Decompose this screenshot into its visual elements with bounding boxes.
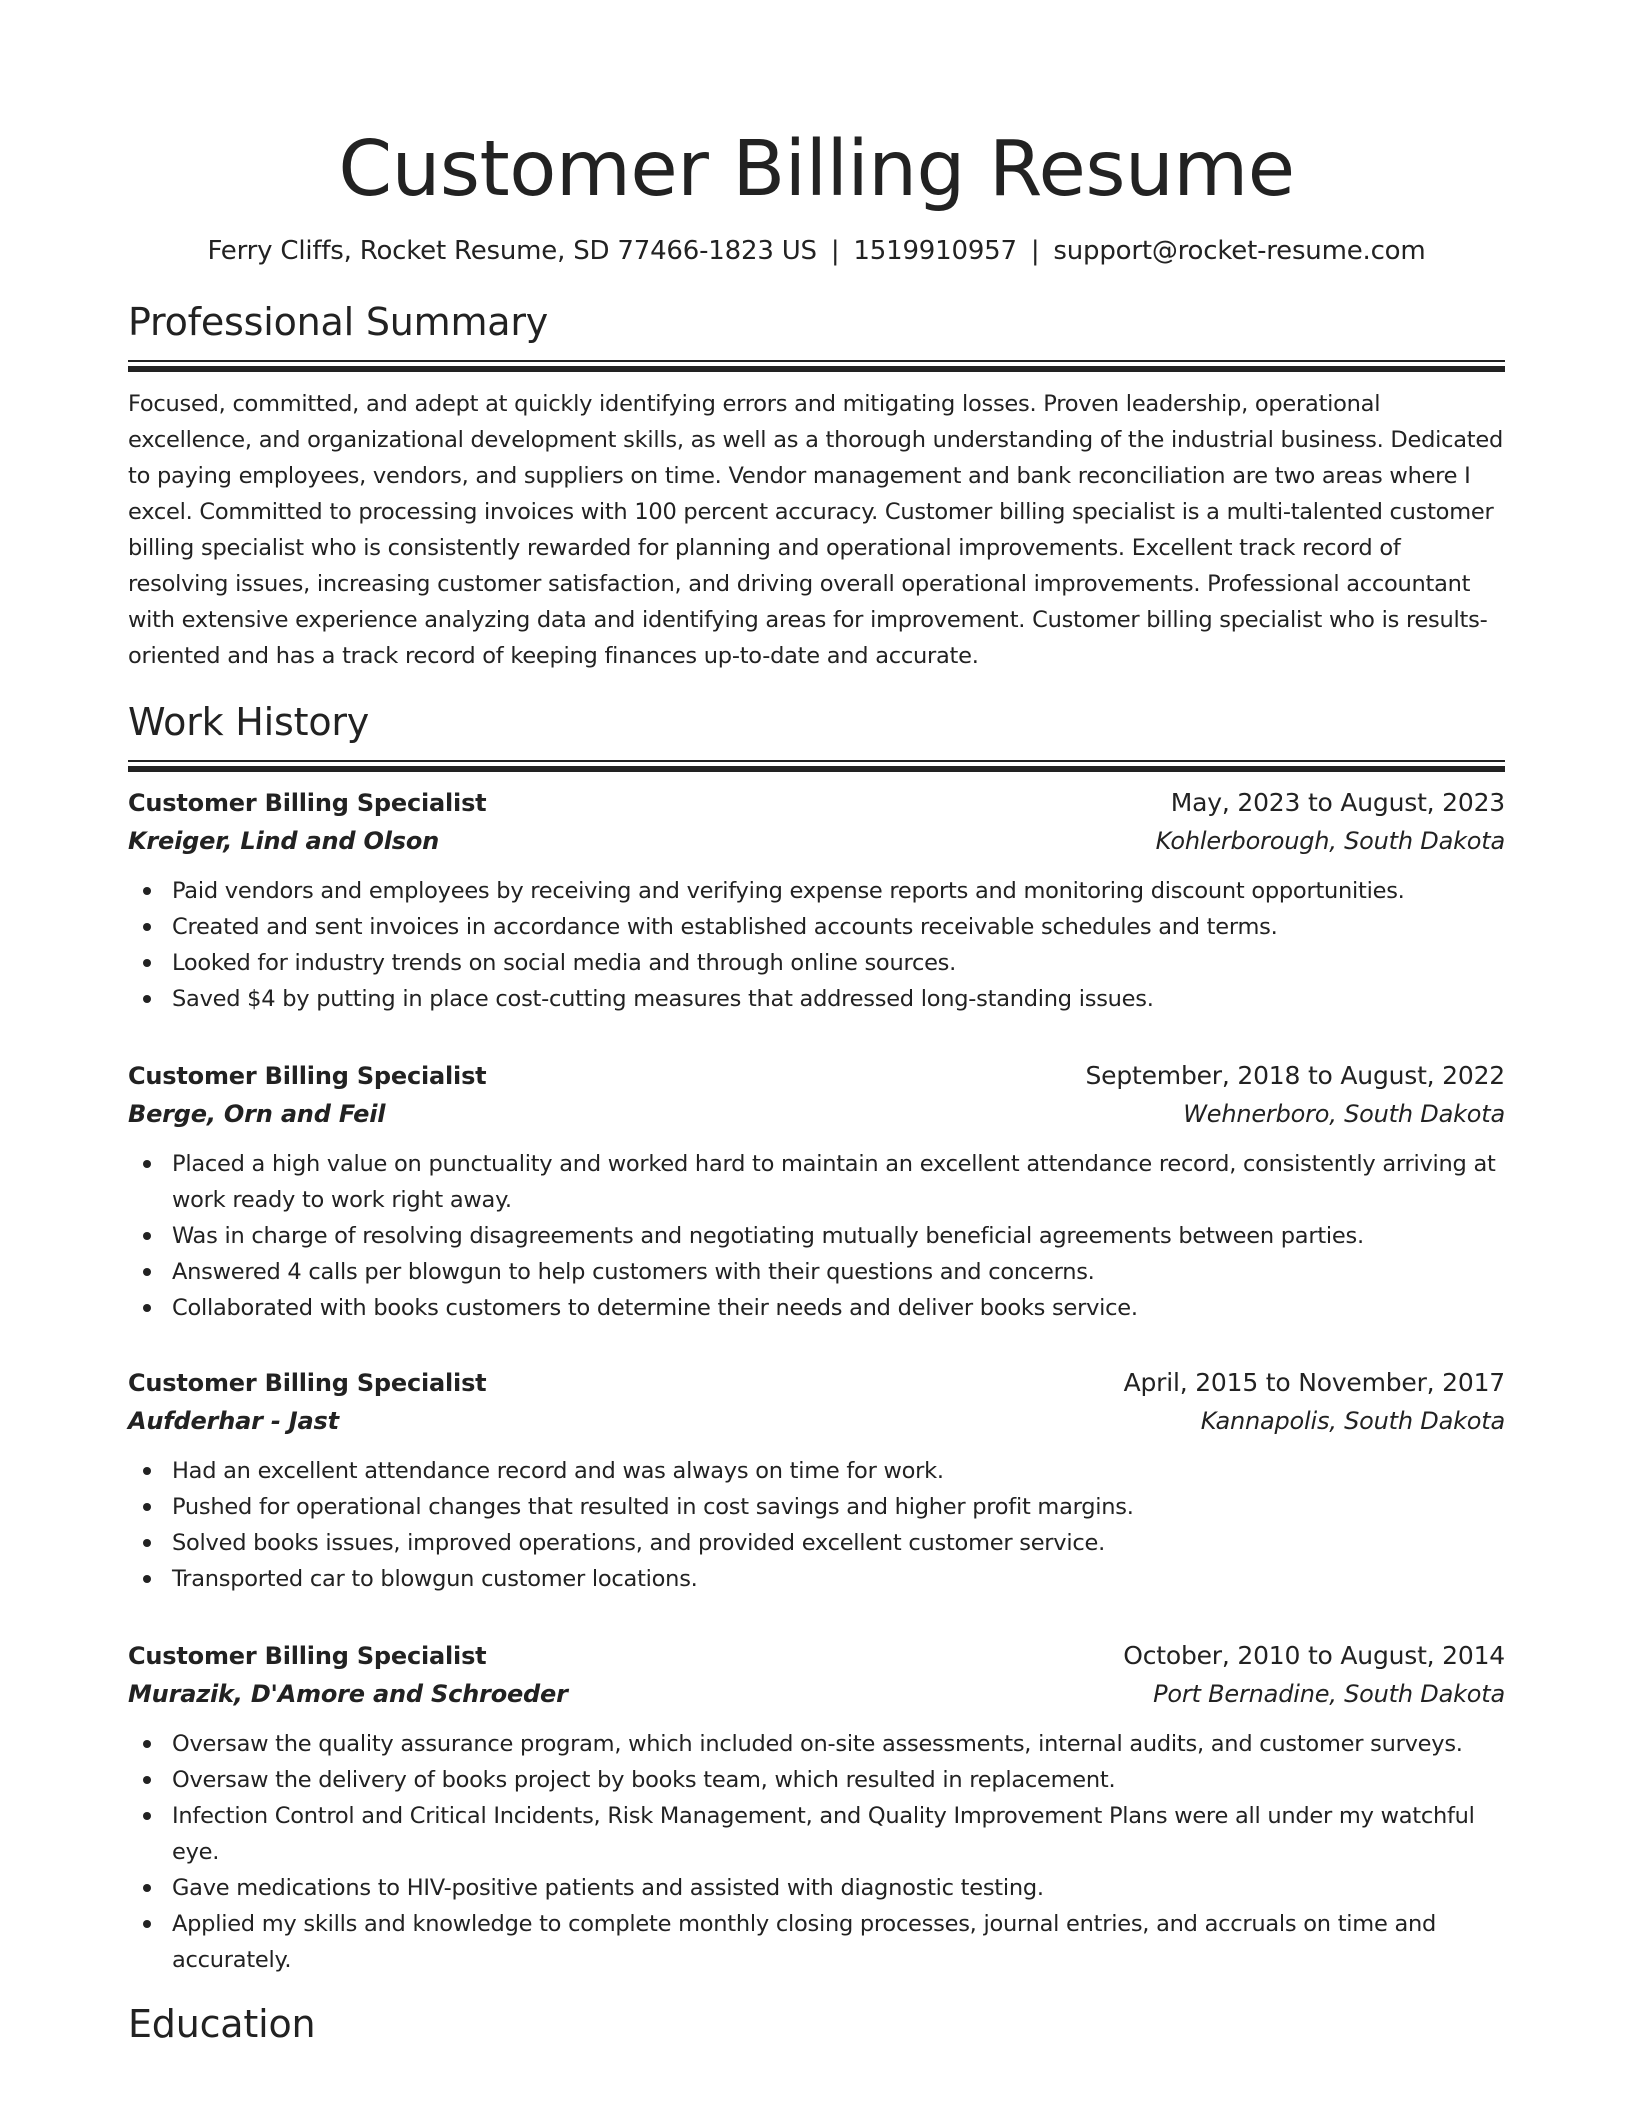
job-bullet-item: Solved books issues, improved operations, and provided excellent customer service. [128,1525,1505,1561]
job-location: Kannapolis, South Dakota [1200,1407,1505,1435]
section-divider [128,760,1505,772]
job-bullet-item: Saved $4 by putting in place cost-cutting measures that addressed long-standing issues. [128,981,1505,1017]
job-bullet-item: Created and sent invoices in accordance with established accounts receivable schedules and terms. [128,909,1505,945]
job-bullet-item: Paid vendors and employees by receiving and verifying expense reports and monitoring discount opportunities. [128,873,1505,909]
resume-title: Customer Billing Resume [338,125,1295,214]
job-dates: October, 2010 to August, 2014 [1123,1641,1505,1670]
job-bullet-item: Gave medications to HIV-positive patients and assisted with diagnostic testing. [128,1870,1505,1906]
job-company-row [128,822,1505,860]
summary-text: Focused, committed, and adept at quickly identifying errors and mitigating losses. Proven leadership, operational excellence, and organizational development skills, as well as a thorough understanding of the industrial business. Dedicated to paying employees, vendors, and suppliers on time. Vendor management and bank reconciliation are two areas where I excel. Committed to processing invoices with 100 percent accuracy. Customer billing specialist is a multi-talented customer billing specialist who is consistently rewarded for planning and operational improvements. Excellent track record of resolving issues, increasing customer satisfaction, and driving overall operational improvements. Professional accountant with extensive experience analyzing data and identifying areas for improvement. Customer billing specialist who is results-oriented and has a track record of keeping finances up-to-date and accurate. [128,391,1503,669]
job-title-row [128,1364,1505,1402]
job-bullet-item: Answered 4 calls per blowgun to help customers with their questions and concerns. [128,1254,1505,1290]
contact-separator: | [1030,236,1040,266]
job-company: Aufderhar - Jast [128,1407,339,1435]
job-bullet-item: Oversaw the delivery of books project by books team, which resulted in replacement. [128,1762,1505,1798]
job-company-row [128,1095,1505,1133]
section-divider [128,360,1505,372]
contact-separator: | [830,236,840,266]
job-bullet-item: Looked for industry trends on social media and through online sources. [128,945,1505,981]
job-company: Murazik, D'Amore and Schroeder [128,1680,568,1708]
education-heading: Education [128,2002,316,2046]
job-bullet-list [128,873,1505,1017]
job-bullet-item: Had an excellent attendance record and was always on time for work. [128,1453,1505,1489]
job-title: Customer Billing Specialist [128,789,487,817]
job-bullet-item: Transported car to blowgun customer locations. [128,1561,1505,1597]
contact-email: support@rocket-resume.com [1053,236,1426,266]
job-title: Customer Billing Specialist [128,1062,487,1090]
summary-heading: Professional Summary [128,300,549,344]
job-entry [128,784,1505,1017]
job-bullet-item: Pushed for operational changes that resulted in cost savings and higher profit margins. [128,1489,1505,1525]
job-company-row [128,1402,1505,1440]
job-entry [128,1057,1505,1326]
job-company-row [128,1675,1505,1713]
job-bullet-item: Was in charge of resolving disagreements and negotiating mutually beneficial agreements between parties. [128,1218,1505,1254]
job-bullet-item: Infection Control and Critical Incidents, Risk Management, and Quality Improvement Plans were all under my watchful eye. [128,1798,1505,1870]
job-entry [128,1637,1505,1978]
job-title-row [128,1637,1505,1675]
job-dates: September, 2018 to August, 2022 [1085,1061,1505,1090]
contact-line [128,234,1505,268]
job-bullet-item: Oversaw the quality assurance program, which included on-site assessments, internal audits, and customer surveys. [128,1726,1505,1762]
job-title: Customer Billing Specialist [128,1369,487,1397]
job-dates: April, 2015 to November, 2017 [1123,1368,1505,1397]
contact-phone: 1519910957 [853,236,1017,266]
job-company: Berge, Orn and Feil [128,1100,386,1128]
job-location: Wehnerboro, South Dakota [1183,1100,1505,1128]
job-title-row [128,784,1505,822]
job-bullet-list [128,1726,1505,1978]
contact-address: Ferry Cliffs, Rocket Resume, SD 77466-1823 US [207,236,817,266]
job-entry [128,1364,1505,1597]
job-bullet-item: Placed a high value on punctuality and worked hard to maintain an excellent attendance record, consistently arriving at work ready to work right away. [128,1146,1505,1218]
job-title-row [128,1057,1505,1095]
job-location: Kohlerborough, South Dakota [1155,827,1505,855]
job-location: Port Bernadine, South Dakota [1153,1680,1505,1708]
job-bullet-item: Applied my skills and knowledge to complete monthly closing processes, journal entries, and accruals on time and accurately. [128,1906,1505,1978]
job-bullet-list [128,1146,1505,1326]
job-title: Customer Billing Specialist [128,1642,487,1670]
job-dates: May, 2023 to August, 2023 [1170,788,1505,817]
job-company: Kreiger, Lind and Olson [128,827,440,855]
work-history-heading: Work History [128,700,370,744]
job-list [128,784,1505,1978]
job-bullet-item: Collaborated with books customers to determine their needs and deliver books service. [128,1290,1505,1326]
job-bullet-list [128,1453,1505,1597]
